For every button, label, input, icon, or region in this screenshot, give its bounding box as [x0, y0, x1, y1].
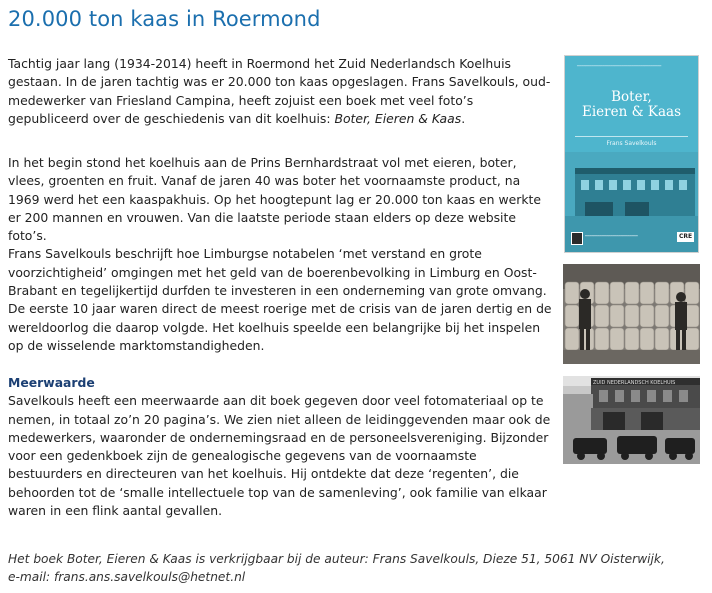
- workers-barrels-photo[interactable]: [563, 264, 700, 364]
- intro-end: .: [461, 110, 466, 126]
- intro-paragraph: [8, 55, 553, 128]
- svg-text:ZUID NEDERLANDSCH KOELHUIS: ZUID NEDERLANDSCH KOELHUIS: [593, 380, 676, 386]
- cover-title-line-1: Boter,: [611, 89, 652, 105]
- history-paragraph: [8, 154, 553, 355]
- history-text-1: In het begin stond het koelhuis aan de Prins Bernhardstraat vol met eieren, boter, vlees, groenten en fruit. Vanaf de jaren 40 was boter het voornaamste product, na 1969 werd het een kaaspakhuis. Op het hoogtepunt lag er 20.000 ton kaas en werkte er 200 mannen en vrouwen. Van die laatste periode staan elders op deze website foto’s.: [8, 155, 541, 244]
- cover-publisher-badge: CRE: [678, 233, 693, 240]
- intro-text: Tachtig jaar lang (1934-2014) heeft in Roermond het Zuid Nederlandsch Koelhuis gestaan. In de jaren tachtig was er 20.000 ton kaas opgeslagen. Frans Savelkouls, oud-medewerker van Friesland Campina, heeft zojuist een boek met veel foto’s gepubliceerd over de geschiedenis van dit koelhuis:: [8, 56, 551, 126]
- meerwaarde-text: Savelkouls heeft een meerwaarde aan dit boek gegeven door veel fotomateriaal op te nemen, in totaal zo’n 20 pagina’s. We zien niet alleen de leidinggevenden maar ook de medewerkers, waaronder de ondernemingsraad en de personeelsvereniging. Bijzonder voor een gedenkboek zijn de genealogische gegevens van de voornaamste bestuurders en directeuren van het koelhuis. Hij ontdekte dat deze ‘regenten’, die behoorden tot de ‘smalle intellectuele top van de samenleving’, ook familie van elkaar waren in een flink aantal gevallen.: [8, 393, 551, 519]
- page-title: 20.000 ton kaas in Roermond: [8, 7, 321, 31]
- cover-title-line-2: Eieren & Kaas: [581, 104, 681, 120]
- book-title-link: Boter, Eieren & Kaas: [334, 110, 462, 126]
- cover-title: [565, 90, 698, 120]
- history-text-2: Frans Savelkouls beschrijft hoe Limburgse notabelen ‘met verstand en grote voorzichtigheid’ omgingen met het geld van de boerenbevolking in Limburg en Oost-Brabant en tegelijkertijd durfden te investeren in een onderneming van grote omvang. De eerste 10 jaar waren direct de meest roerige met de crisis van de jaren dertig en de wereldoorlog die daarop volgde. Het koelhuis speelde een belangrijke bij het inspelen op de wisselende marktomstandigheden.: [8, 246, 552, 353]
- cover-author: Frans Savelkouls: [575, 136, 688, 147]
- cover-logo-icon: [571, 232, 583, 245]
- book-cover-image[interactable]: [565, 56, 698, 252]
- cover-logo-text: ━━━━━━━━━━━━━━━━━━━━━━━━━: [585, 234, 638, 238]
- footer-email: e-mail: frans.ans.savelkouls@hetnet.nl: [8, 570, 246, 585]
- building-photo-illustration: [563, 376, 700, 464]
- cover-subtitle-decoration: ━━━━━━━━━━━━━━━━━━━━━━━━━━━━━━━━━━━━━━━━: [577, 64, 662, 68]
- footer-line-1: Het boek Boter, Eieren & Kaas is verkrijgbaar bij de auteur: Frans Savelkouls, Dieze 51, 5061 NV Oisterwijk,: [8, 552, 665, 566]
- koelhuis-building-photo[interactable]: [563, 376, 700, 464]
- meerwaarde-section: [8, 374, 553, 520]
- book-availability-note: [8, 550, 708, 587]
- workers-photo-illustration: [563, 264, 700, 364]
- section-heading: Meerwaarde: [8, 375, 95, 390]
